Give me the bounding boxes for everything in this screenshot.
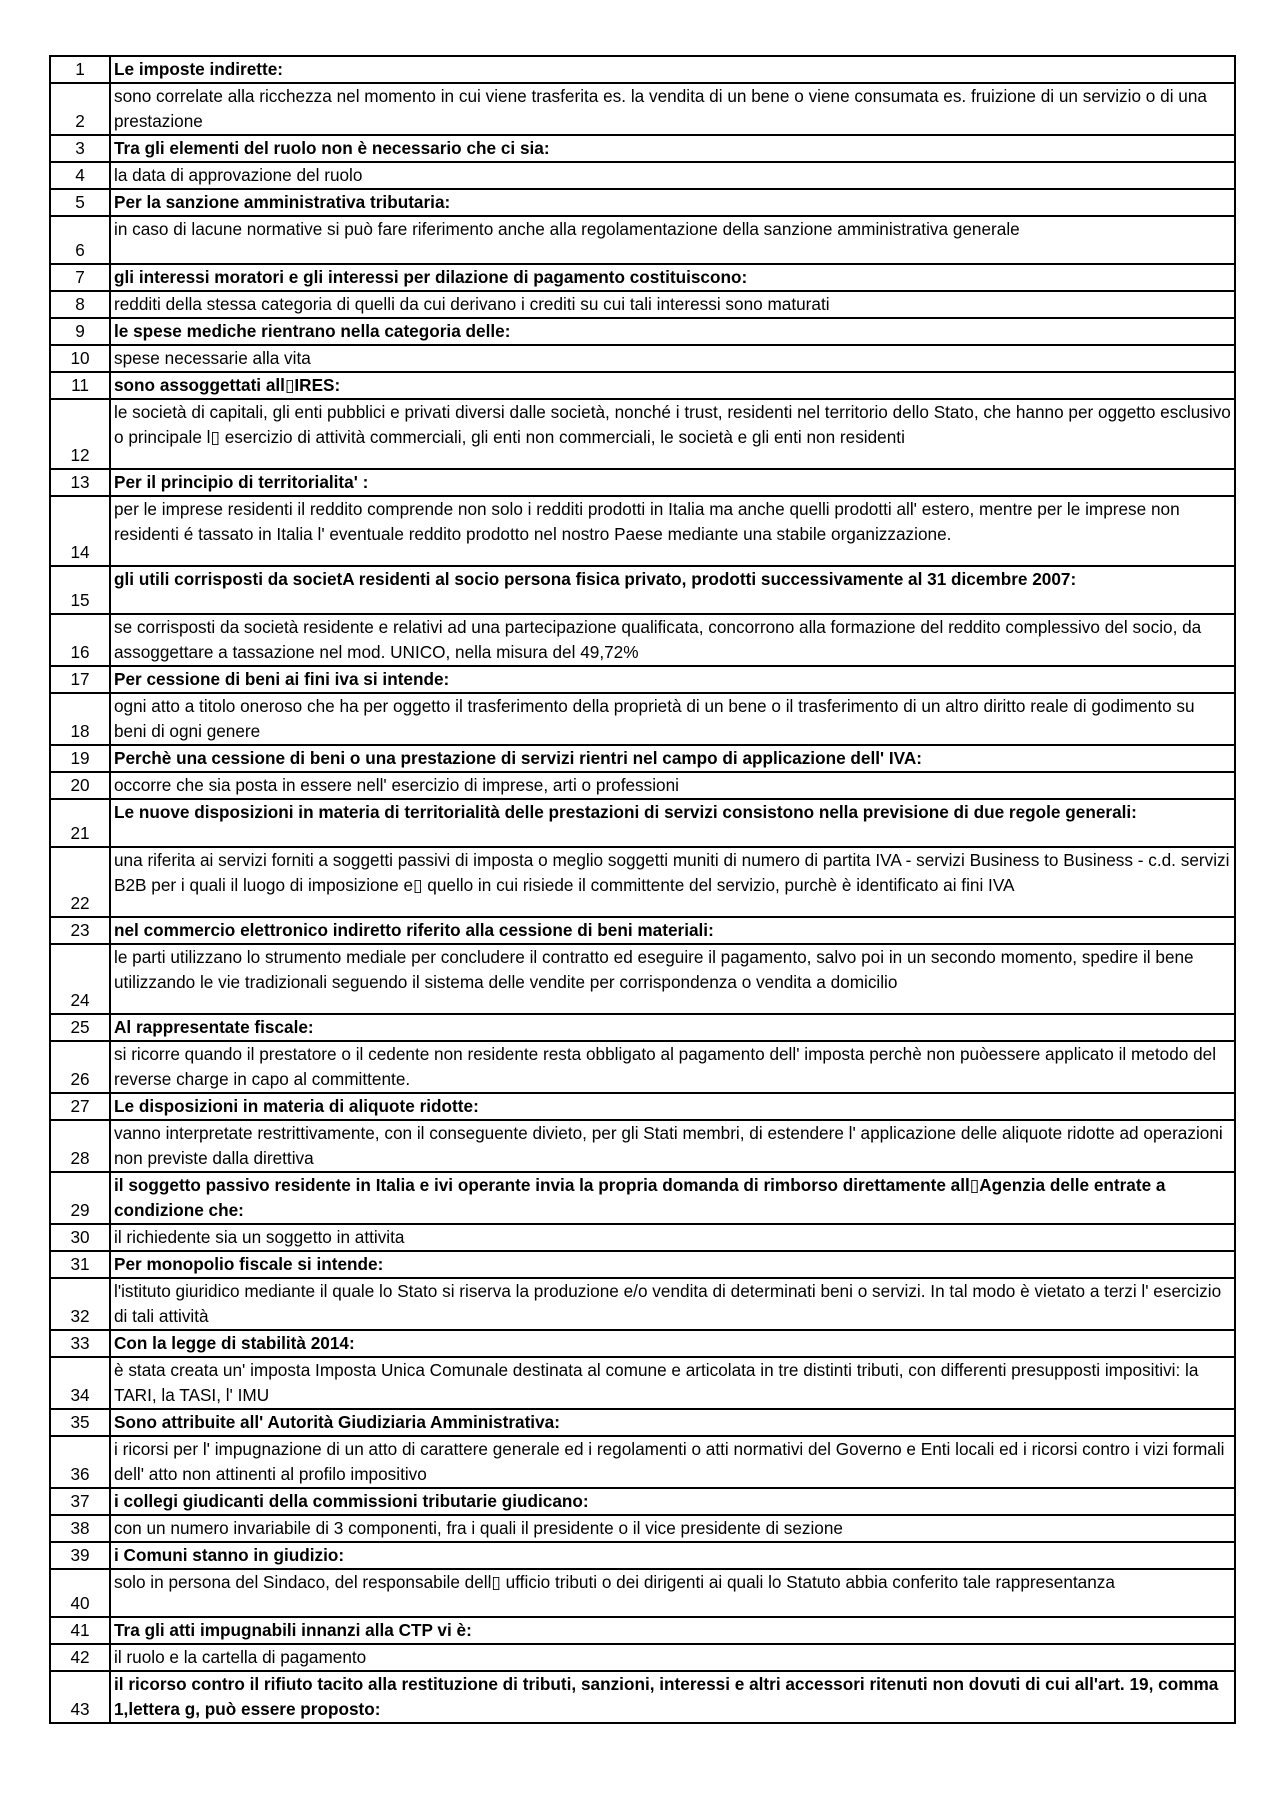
row-number: 27 [50, 1093, 110, 1120]
question-text: Per cessione di beni ai fini iva si intende: [110, 666, 1235, 693]
answer-row [50, 1436, 1235, 1488]
answer-row [50, 1569, 1235, 1617]
question-text: sono assoggettati all▯IRES: [110, 372, 1235, 399]
question-row [50, 566, 1235, 614]
answer-row [50, 772, 1235, 799]
question-text: nel commercio elettronico indiretto riferito alla cessione di beni materiali: [110, 917, 1235, 944]
row-number: 13 [50, 469, 110, 496]
answer-text: se corrisposti da società residente e relativi ad una partecipazione qualificata, concorrono alla formazione del reddito complessivo del socio, da assoggettare a tassazione nel mod. UNICO, nella misura del 49,72% [110, 614, 1235, 666]
answer-row [50, 1515, 1235, 1542]
question-row [50, 666, 1235, 693]
question-row [50, 1617, 1235, 1644]
question-text: le spese mediche rientrano nella categoria delle: [110, 318, 1235, 345]
answer-text: per le imprese residenti il reddito comprende non solo i redditi prodotti in Italia ma anche quelli prodotti all' estero, mentre per le imprese non residenti é tassato in Italia l' eventuale reddito prodotto nel nostro Paese mediante una stabile organizzazione. [110, 496, 1235, 566]
question-text: i Comuni stanno in giudizio: [110, 1542, 1235, 1569]
answer-text: solo in persona del Sindaco, del responsabile dell▯ ufficio tributi o dei dirigenti ai quali lo Statuto abbia conferito tale rappresentanza [110, 1569, 1235, 1617]
row-number: 40 [50, 1569, 110, 1617]
question-row [50, 1671, 1235, 1723]
row-number: 39 [50, 1542, 110, 1569]
question-row [50, 318, 1235, 345]
row-number: 17 [50, 666, 110, 693]
row-number: 10 [50, 345, 110, 372]
row-number: 14 [50, 496, 110, 566]
row-number: 22 [50, 847, 110, 917]
row-number: 36 [50, 1436, 110, 1488]
answer-row [50, 1644, 1235, 1671]
answer-row [50, 1120, 1235, 1172]
answer-row [50, 847, 1235, 917]
question-row [50, 1542, 1235, 1569]
answer-row [50, 693, 1235, 745]
answer-text: redditi della stessa categoria di quelli da cui derivano i crediti su cui tali interessi sono maturati [110, 291, 1235, 318]
question-text: Le disposizioni in materia di aliquote ridotte: [110, 1093, 1235, 1120]
row-number: 25 [50, 1014, 110, 1041]
question-row [50, 1488, 1235, 1515]
question-row [50, 469, 1235, 496]
question-text: Le imposte indirette: [110, 56, 1235, 83]
question-text: Tra gli elementi del ruolo non è necessario che ci sia: [110, 135, 1235, 162]
question-row [50, 264, 1235, 291]
row-number: 38 [50, 1515, 110, 1542]
answer-row [50, 345, 1235, 372]
row-number: 35 [50, 1409, 110, 1436]
row-number: 8 [50, 291, 110, 318]
row-number: 24 [50, 944, 110, 1014]
question-row [50, 1172, 1235, 1224]
row-number: 31 [50, 1251, 110, 1278]
row-number: 37 [50, 1488, 110, 1515]
row-number: 11 [50, 372, 110, 399]
question-row [50, 1409, 1235, 1436]
answer-text: occorre che sia posta in essere nell' esercizio di imprese, arti o professioni [110, 772, 1235, 799]
answer-text: vanno interpretate restrittivamente, con il conseguente divieto, per gli Stati membri, di estendere l' applicazione delle aliquote ridotte ad operazioni non previste dalla direttiva [110, 1120, 1235, 1172]
question-row [50, 56, 1235, 83]
row-number: 32 [50, 1278, 110, 1330]
row-number: 42 [50, 1644, 110, 1671]
question-text: Per il principio di territorialita' : [110, 469, 1235, 496]
question-row [50, 799, 1235, 847]
answer-row [50, 83, 1235, 135]
question-text: il ricorso contro il rifiuto tacito alla restituzione di tributi, sanzioni, interessi e altri accessori ritenuti non dovuti di cui all'art. 19, comma 1,lettera g, può essere proposto: [110, 1671, 1235, 1723]
question-text: Per monopolio fiscale si intende: [110, 1251, 1235, 1278]
row-number: 1 [50, 56, 110, 83]
row-number: 23 [50, 917, 110, 944]
row-number: 30 [50, 1224, 110, 1251]
question-text: il soggetto passivo residente in Italia e ivi operante invia la propria domanda di rimborso direttamente all▯Agenzia delle entrate a condizione che: [110, 1172, 1235, 1224]
answer-text: le parti utilizzano lo strumento mediale per concludere il contratto ed eseguire il pagamento, salvo poi in un secondo momento, spedire il bene utilizzando le vie tradizionali seguendo il sistema delle vendite per corrispondenza o vendita a domicilio [110, 944, 1235, 1014]
answer-text: le società di capitali, gli enti pubblici e privati diversi dalle società, nonché i trust, residenti nel territorio dello Stato, che hanno per oggetto esclusivo o principale l▯ esercizio di attività commerciali, gli enti non commerciali, le società e gli enti non residenti [110, 399, 1235, 469]
answer-text: con un numero invariabile di 3 componenti, fra i quali il presidente o il vice presidente di sezione [110, 1515, 1235, 1542]
question-row [50, 917, 1235, 944]
answer-text: la data di approvazione del ruolo [110, 162, 1235, 189]
answer-text: i ricorsi per l' impugnazione di un atto di carattere generale ed i regolamenti o atti normativi del Governo e Enti locali ed i ricorsi contro i vizi formali dell' atto non attinenti al profilo impositivo [110, 1436, 1235, 1488]
row-number: 43 [50, 1671, 110, 1723]
row-number: 4 [50, 162, 110, 189]
answer-text: il ruolo e la cartella di pagamento [110, 1644, 1235, 1671]
row-number: 19 [50, 745, 110, 772]
row-number: 26 [50, 1041, 110, 1093]
question-row [50, 1014, 1235, 1041]
row-number: 34 [50, 1357, 110, 1409]
answer-row [50, 1278, 1235, 1330]
answer-row [50, 399, 1235, 469]
question-text: gli utili corrisposti da societA residenti al socio persona fisica privato, prodotti successivamente al 31 dicembre 2007: [110, 566, 1235, 614]
row-number: 28 [50, 1120, 110, 1172]
answer-row [50, 496, 1235, 566]
row-number: 20 [50, 772, 110, 799]
answer-row [50, 291, 1235, 318]
question-row [50, 372, 1235, 399]
answer-text: sono correlate alla ricchezza nel momento in cui viene trasferita es. la vendita di un bene o viene consumata es. fruizione di un servizio o di una prestazione [110, 83, 1235, 135]
answer-row [50, 944, 1235, 1014]
row-number: 12 [50, 399, 110, 469]
question-text: Tra gli atti impugnabili innanzi alla CTP vi è: [110, 1617, 1235, 1644]
answer-text: in caso di lacune normative si può fare riferimento anche alla regolamentazione della sanzione amministrativa generale [110, 216, 1235, 264]
row-number: 15 [50, 566, 110, 614]
question-text: i collegi giudicanti della commissioni tributarie giudicano: [110, 1488, 1235, 1515]
question-text: Sono attribuite all' Autorità Giudiziaria Amministrativa: [110, 1409, 1235, 1436]
question-text: gli interessi moratori e gli interessi per dilazione di pagamento costituiscono: [110, 264, 1235, 291]
row-number: 29 [50, 1172, 110, 1224]
row-number: 7 [50, 264, 110, 291]
row-number: 3 [50, 135, 110, 162]
quiz-table [49, 55, 1236, 1724]
question-row [50, 1251, 1235, 1278]
question-row [50, 745, 1235, 772]
answer-text: il richiedente sia un soggetto in attivita [110, 1224, 1235, 1251]
row-number: 5 [50, 189, 110, 216]
question-row [50, 1093, 1235, 1120]
row-number: 18 [50, 693, 110, 745]
answer-text: una riferita ai servizi forniti a soggetti passivi di imposta o meglio soggetti muniti di numero di partita IVA - servizi Business to Business - c.d. servizi B2B per i quali il luogo di imposizione e▯ quello in cui risiede il committente del servizio, purchè è identificato ai fini IVA [110, 847, 1235, 917]
question-row [50, 135, 1235, 162]
row-number: 16 [50, 614, 110, 666]
question-text: Perchè una cessione di beni o una prestazione di servizi rientri nel campo di applicazione dell' IVA: [110, 745, 1235, 772]
answer-row [50, 162, 1235, 189]
answer-text: l'istituto giuridico mediante il quale lo Stato si riserva la produzione e/o vendita di determinati beni o servizi. In tal modo è vietato a terzi l' esercizio di tali attività [110, 1278, 1235, 1330]
answer-row [50, 1041, 1235, 1093]
answer-text: spese necessarie alla vita [110, 345, 1235, 372]
quiz-rows [50, 56, 1235, 1723]
question-row [50, 189, 1235, 216]
question-text: Per la sanzione amministrativa tributaria: [110, 189, 1235, 216]
answer-text: ogni atto a titolo oneroso che ha per oggetto il trasferimento della proprietà di un bene o il trasferimento di un altro diritto reale di godimento su beni di ogni genere [110, 693, 1235, 745]
row-number: 21 [50, 799, 110, 847]
question-text: Con la legge di stabilità 2014: [110, 1330, 1235, 1357]
answer-text: si ricorre quando il prestatore o il cedente non residente resta obbligato al pagamento dell' imposta perchè non puòessere applicato il metodo del reverse charge in capo al committente. [110, 1041, 1235, 1093]
answer-row [50, 216, 1235, 264]
answer-row [50, 1224, 1235, 1251]
question-row [50, 1330, 1235, 1357]
row-number: 33 [50, 1330, 110, 1357]
row-number: 9 [50, 318, 110, 345]
question-text: Al rappresentate fiscale: [110, 1014, 1235, 1041]
row-number: 2 [50, 83, 110, 135]
row-number: 41 [50, 1617, 110, 1644]
answer-row [50, 1357, 1235, 1409]
answer-row [50, 614, 1235, 666]
answer-text: è stata creata un' imposta Imposta Unica Comunale destinata al comune e articolata in tre distinti tributi, con differenti presupposti impositivi: la TARI, la TASI, l' IMU [110, 1357, 1235, 1409]
question-text: Le nuove disposizioni in materia di territorialità delle prestazioni di servizi consistono nella previsione di due regole generali: [110, 799, 1235, 847]
row-number: 6 [50, 216, 110, 264]
